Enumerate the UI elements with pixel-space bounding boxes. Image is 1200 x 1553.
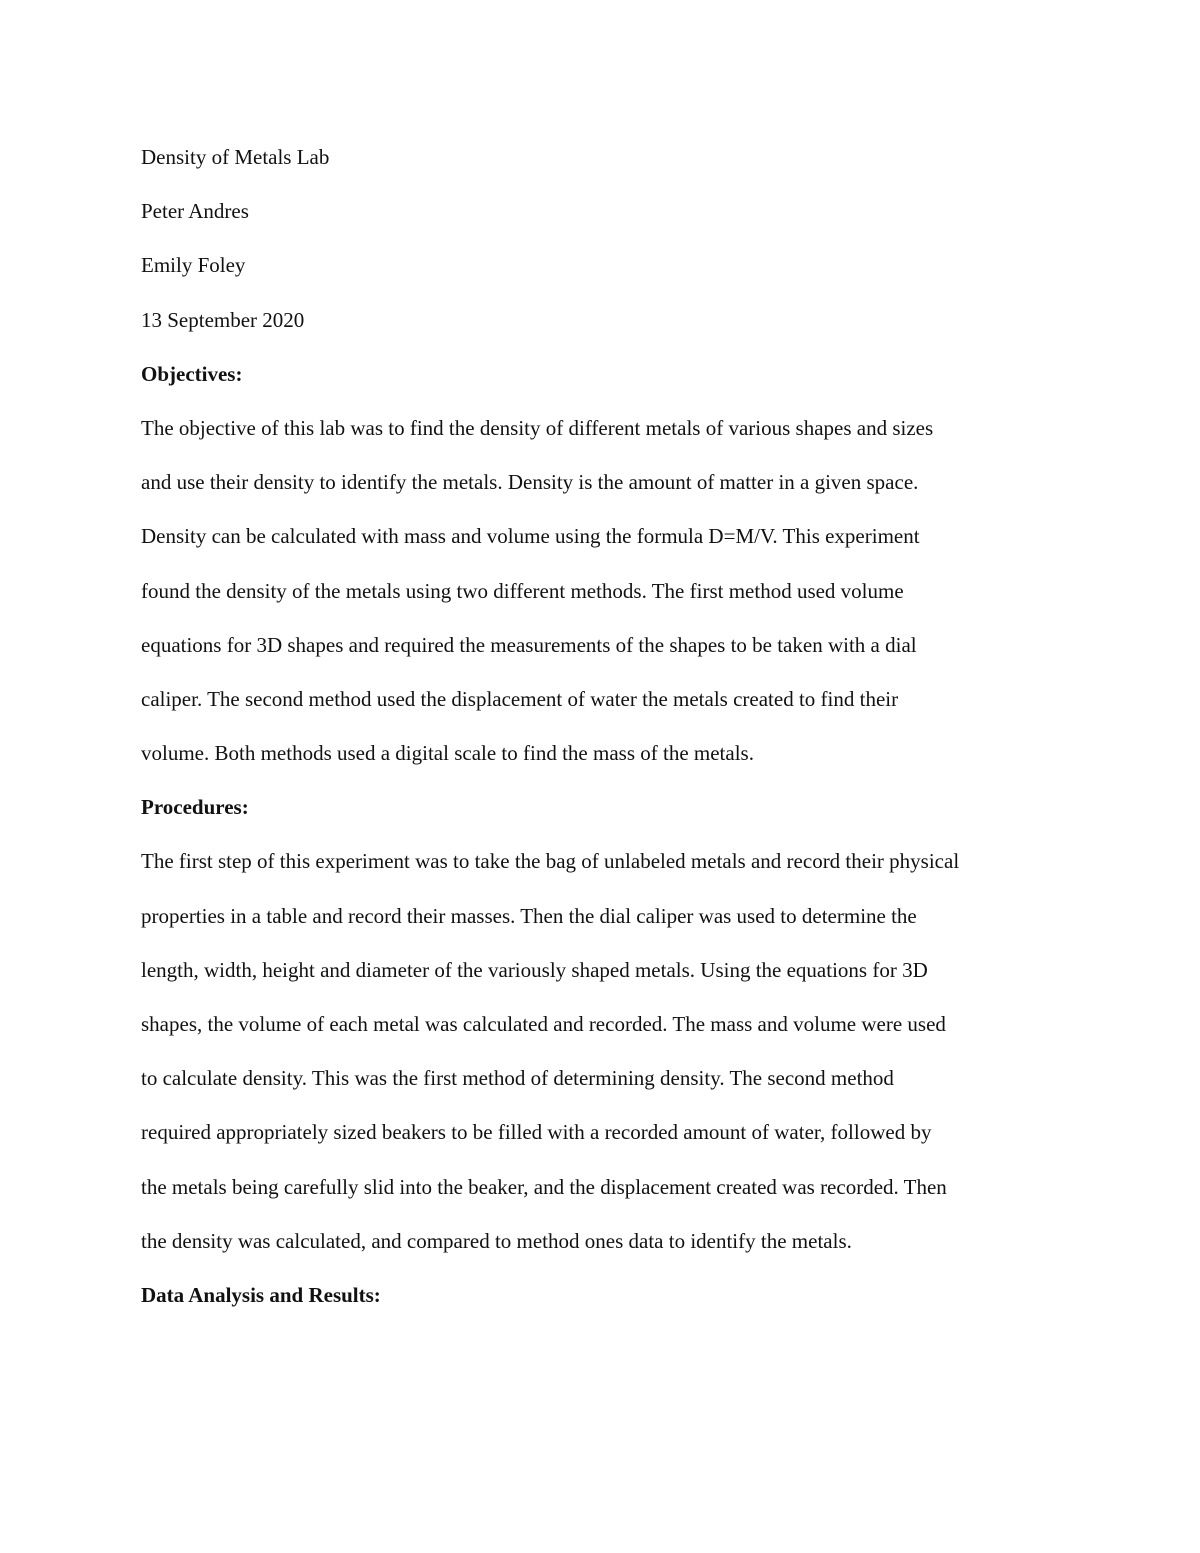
procedures-line: to calculate density. This was the first method of determining density. The second method	[141, 1066, 894, 1091]
author-name-1: Peter Andres	[141, 199, 249, 224]
procedures-line: properties in a table and record their masses. Then the dial caliper was used to determine the	[141, 903, 917, 928]
objectives-line: and use their density to identify the metals. Density is the amount of matter in a given space.	[141, 470, 919, 495]
document-title: Density of Metals Lab	[141, 145, 330, 169]
procedures-heading: Procedures:	[141, 795, 249, 820]
objectives-heading: Objectives:	[141, 361, 243, 386]
objectives-line: caliper. The second method used the displacement of water the metals created to find their	[141, 686, 899, 711]
procedures-line: The first step of this experiment was to take the bag of unlabeled metals and record their physical	[141, 849, 960, 874]
procedures-line: required appropriately sized beakers to be filled with a recorded amount of water, followed by	[141, 1120, 932, 1145]
document-body	[141, 140, 1071, 1332]
objectives-paragraph	[141, 411, 1071, 790]
procedures-line: the metals being carefully slid into the beaker, and the displacement created was recorded. Then	[141, 1174, 947, 1199]
objectives-line: found the density of the metals using two different methods. The first method used volume	[141, 578, 904, 603]
results-heading: Data Analysis and Results:	[141, 1282, 381, 1307]
objectives-line: volume. Both methods used a digital scale to find the mass of the metals.	[141, 741, 754, 766]
objectives-line: Density can be calculated with mass and volume using the formula D=M/V. This experiment	[141, 524, 920, 549]
objectives-line: The objective of this lab was to find the density of different metals of various shapes and sizes	[141, 415, 934, 440]
procedures-line: the density was calculated, and compared to method ones data to identify the metals.	[141, 1228, 852, 1253]
document-date: 13 September 2020	[141, 307, 305, 332]
procedures-line: shapes, the volume of each metal was calculated and recorded. The mass and volume were used	[141, 1012, 946, 1036]
objectives-line: equations for 3D shapes and required the measurements of the shapes to be taken with a dial	[141, 632, 917, 657]
author-name-2: Emily Foley	[141, 253, 246, 278]
procedures-line: length, width, height and diameter of the variously shaped metals. Using the equations for 3D	[141, 957, 928, 982]
procedures-paragraph	[141, 844, 1071, 1278]
